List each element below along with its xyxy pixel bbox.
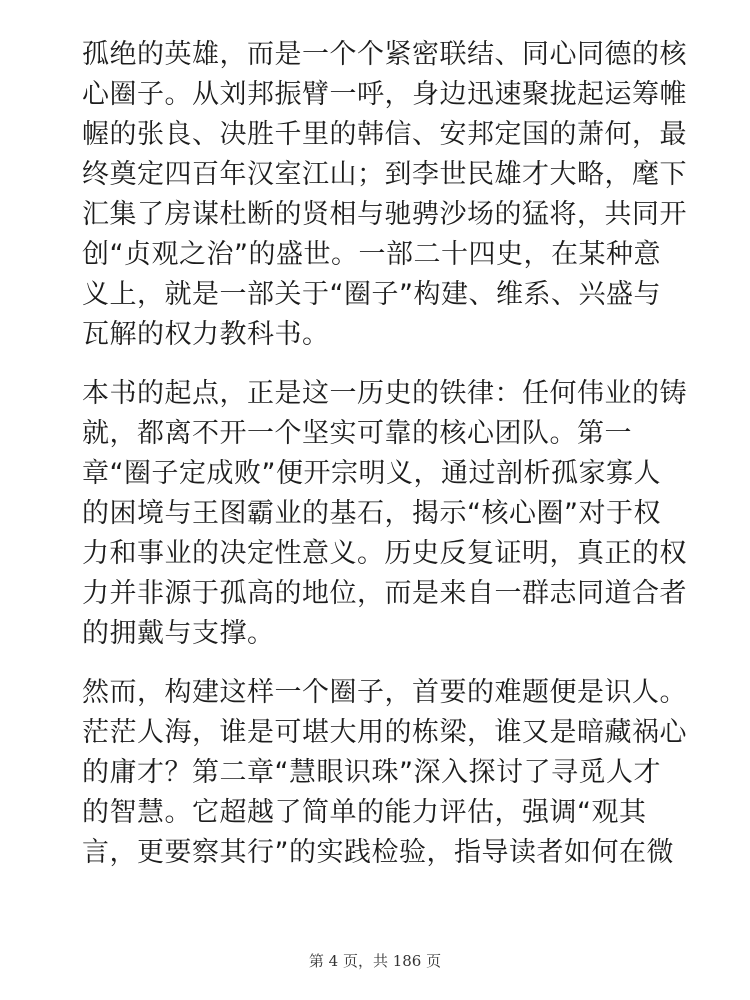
text-line: 瓦解的权力教科书。 (82, 319, 330, 350)
text-line: 创“贞观之治”的盛世。一部二十四史，在某种意 (82, 239, 661, 270)
text-line: 力并非源于孤高的地位，而是来自一群志同道合者 (82, 578, 687, 609)
page-number-footer: 第 4 页，共 186 页 (308, 952, 442, 970)
text-line: 终奠定四百年汉室江山；到李世民雄才大略，麾下 (82, 159, 687, 190)
text-line: 茫茫人海，谁是可堪大用的栋梁，谁又是暗藏祸心 (82, 717, 687, 748)
text-line: 幄的张良、决胜千里的韩信、安邦定国的萧何，最 (82, 119, 687, 150)
text-line: 的智慧。它超越了简单的能力评估，强调“观其 (82, 797, 647, 828)
text-line: 心圈子。从刘邦振臂一呼，身边迅速聚拢起运筹帷 (82, 79, 687, 110)
text-line: 汇集了房谋杜断的贤相与驰骋沙场的猛将，共同开 (82, 199, 687, 230)
text-line: 就，都离不开一个坚实可靠的核心团队。第一 (82, 418, 632, 449)
text-line: 的拥戴与支撑。 (82, 618, 275, 649)
text-line: 本书的起点，正是这一历史的铁律：任何伟业的铸 (82, 378, 687, 409)
text-line: 的困境与王图霸业的基石，揭示“核心圈”对于权 (82, 498, 661, 529)
paragraph-3 (82, 673, 687, 873)
text-line: 言，更要察其行”的实践检验，指导读者如何在微 (82, 837, 674, 868)
text-line: 然而，构建这样一个圈子，首要的难题便是识人。 (82, 677, 687, 708)
text-line: 义上，就是一部关于“圈子”构建、维系、兴盛与 (82, 279, 661, 310)
paragraph-1 (82, 35, 687, 355)
text-line: 孤绝的英雄，而是一个个紧密联结、同心同德的核 (82, 39, 687, 70)
page-body (82, 35, 687, 892)
text-line: 章“圈子定成败”便开宗明义，通过剖析孤家寡人 (82, 458, 661, 489)
text-line: 的庸才？第二章“慧眼识珠”深入探讨了寻觅人才 (82, 757, 661, 788)
text-line: 力和事业的决定性意义。历史反复证明，真正的权 (82, 538, 687, 569)
paragraph-2 (82, 374, 687, 654)
